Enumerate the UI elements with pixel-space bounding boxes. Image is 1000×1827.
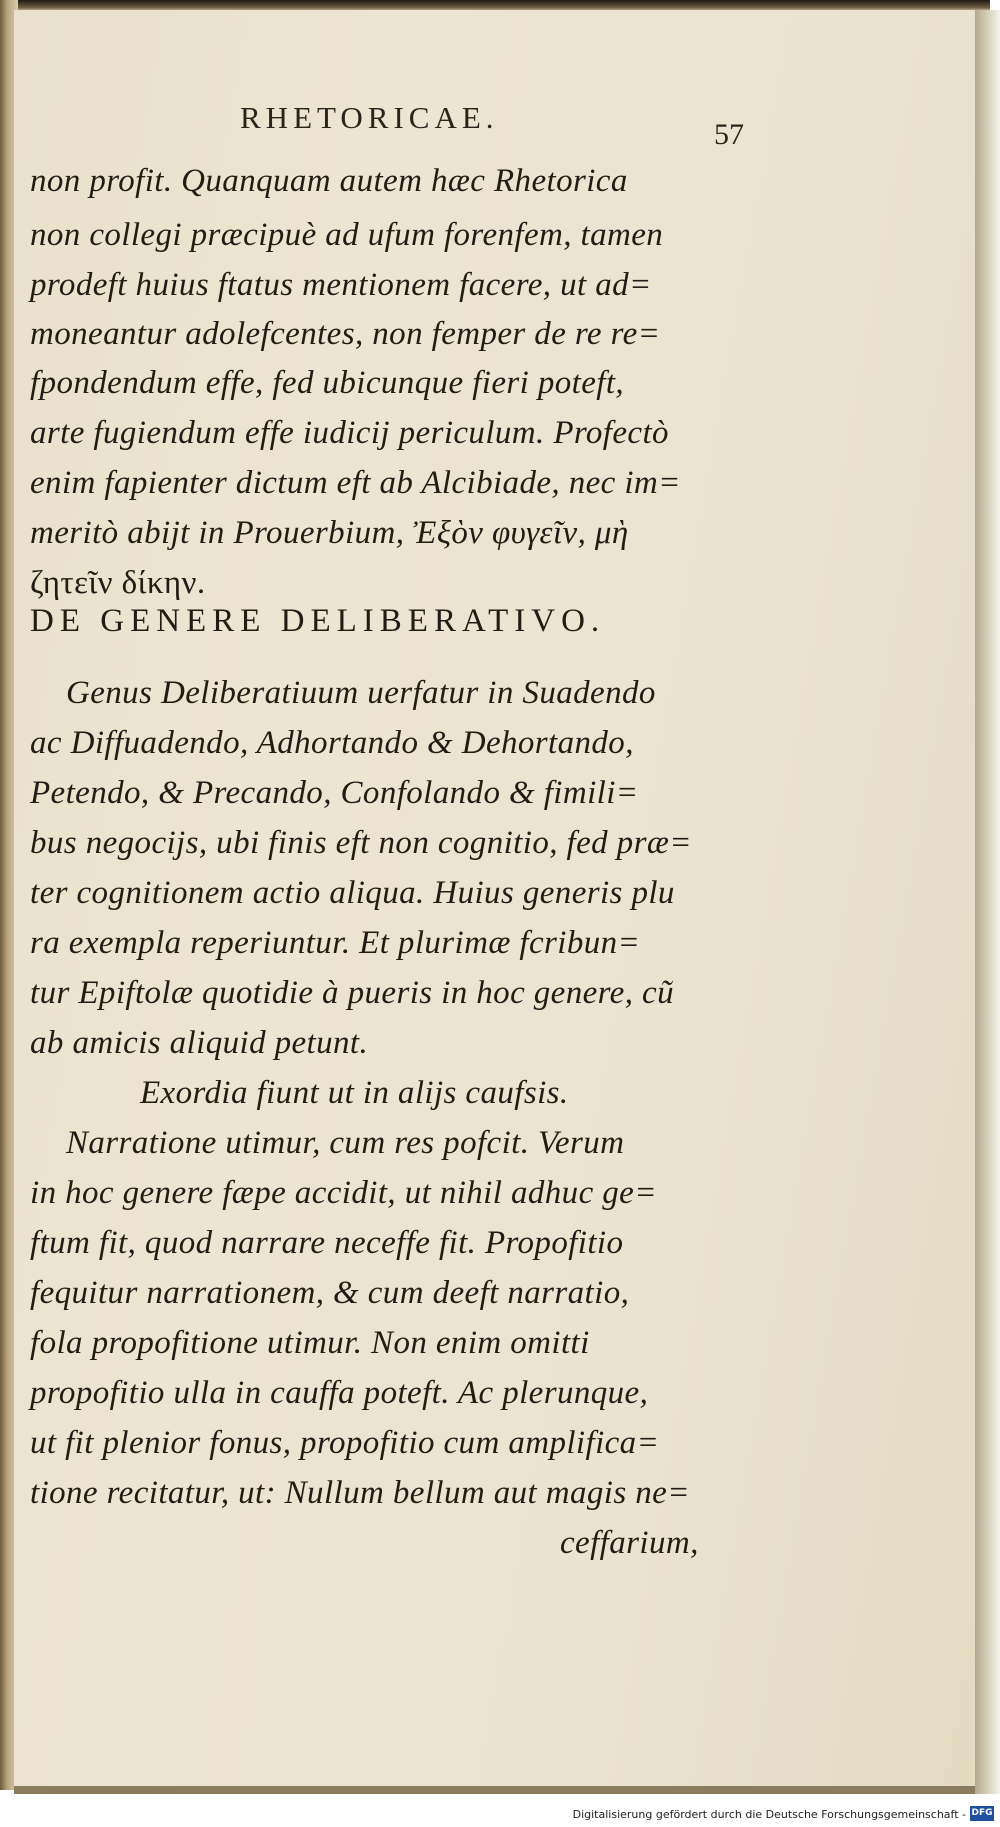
dfg-logo: DFG bbox=[970, 1806, 994, 1821]
page-right-shadow bbox=[975, 10, 1000, 1794]
text-line: ab amicis aliquid petunt. bbox=[30, 1025, 369, 1061]
text-line: Narratione utimur, cum res pofcit. Verum bbox=[66, 1125, 625, 1161]
text-line: Petendo, & Precando, Confolando & fimili= bbox=[30, 775, 639, 811]
text-line: ter cognitionem actio aliqua. Huius generis plu bbox=[30, 875, 675, 911]
text-line: Exordia fiunt ut in alijs caufsis. bbox=[140, 1075, 569, 1111]
text-line: enim fapienter dictum eft ab Alcibiade, nec im= bbox=[30, 465, 681, 501]
text-line: arte fugiendum effe iudicij periculum. Profectò bbox=[30, 415, 669, 451]
text-line: non profit. Quanquam autem hæc Rhetorica bbox=[30, 163, 628, 199]
section-heading: DE GENERE DELIBERATIVO. bbox=[30, 603, 606, 639]
text-line: propofitio ulla in cauffa poteft. Ac plerunque, bbox=[30, 1375, 649, 1411]
running-head: RHETORICAE. bbox=[240, 100, 499, 135]
text-line: fola propofitione utimur. Non enim omitti bbox=[30, 1325, 590, 1361]
text-line: ac Diffuadendo, Adhortando & Dehortando, bbox=[30, 725, 634, 761]
text-line: ζητεῖν δίκην. bbox=[30, 565, 206, 601]
text-line: tione recitatur, ut: Nullum bellum aut magis ne= bbox=[30, 1475, 690, 1511]
text-line: Genus Deliberatiuum uerfatur in Suadendo bbox=[66, 675, 656, 711]
digitization-credit: Digitalisierung gefördert durch die Deutsche Forschungsgemeinschaft - bbox=[572, 1808, 966, 1821]
catchword: ceffarium, bbox=[560, 1525, 699, 1561]
text-line: bus negocijs, ubi finis eft non cognitio, fed præ= bbox=[30, 825, 692, 861]
text-line: prodeft huius ftatus mentionem facere, ut ad= bbox=[30, 267, 652, 303]
text-line: fequitur narrationem, & cum deeft narratio, bbox=[30, 1275, 630, 1311]
text-line: tur Epiftolæ quotidie à pueris in hoc genere, cũ bbox=[30, 975, 674, 1011]
page-number: 57 bbox=[714, 118, 744, 151]
text-line: ftum fit, quod narrare neceffe fit. Propofitio bbox=[30, 1225, 624, 1261]
text-line: fpondendum effe, fed ubicunque fieri poteft, bbox=[30, 365, 625, 401]
text-line: non collegi præcipuè ad ufum forenfem, tamen bbox=[30, 217, 664, 253]
text-line: in hoc genere fæpe accidit, ut nihil adhuc ge= bbox=[30, 1175, 657, 1211]
text-line: moneantur adolefcentes, non femper de re re= bbox=[30, 316, 661, 352]
text-line: ra exempla reperiuntur. Et plurimæ fcribun= bbox=[30, 925, 641, 961]
text-line: ut fit plenior fonus, propofitio cum amplifica= bbox=[30, 1425, 660, 1461]
text-line: meritò abijt in Prouerbium, Ἐξὸν φυγεῖν, μὴ bbox=[30, 515, 629, 551]
